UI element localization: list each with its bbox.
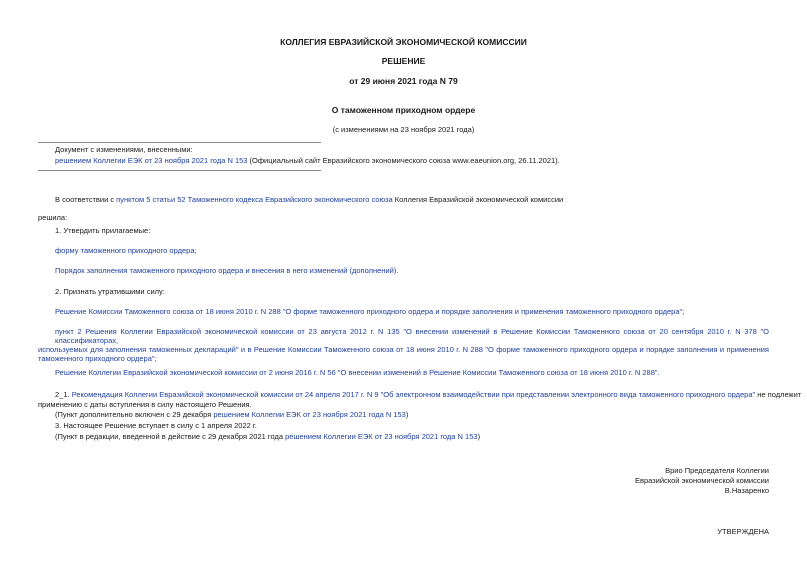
recommendation-9-link[interactable]: Рекомендация Коллегии Евразийской экономической комиссии от 24 апреля 2017 г. N 9 "Об электронном взаимодействии при представлении электронного вида таможенного приходного ордера" [71, 390, 756, 399]
note-2-post: ) [477, 432, 481, 441]
doc-type: РЕШЕНИЕ [381, 56, 426, 66]
changes-decision-link[interactable]: решением Коллегии ЕЭК от 23 ноября 2021 года N 153 [55, 156, 248, 165]
amended-note: (с изменениями на 23 ноября 2021 года) [332, 125, 475, 134]
doc-title: О таможенном приходном ордере [331, 105, 476, 115]
note-1-link[interactable]: решением Коллегии ЕЭК от 23 ноября 2021 года N 153 [213, 410, 406, 419]
org-name: КОЛЛЕГИЯ ЕВРАЗИЙСКОЙ ЭКОНОМИЧЕСКОЙ КОМИССИИ [280, 37, 527, 47]
approved-stamp: УТВЕРЖДЕНА [717, 527, 769, 536]
preamble-pre: В соответствии с [55, 195, 117, 204]
note-1-pre: (Пункт дополнительно включен с 29 декабря [55, 410, 214, 419]
preamble [55, 195, 563, 204]
changes-bottom-rule [38, 170, 321, 171]
note-1 [55, 410, 408, 419]
repealed-135-line-3: таможенного приходного ордера"; [38, 354, 157, 363]
decided: решила: [38, 213, 68, 222]
repealed-decision-135-link[interactable] [38, 327, 769, 363]
repealed-135-line-2: используемых для заполнения таможенных деклараций" и в Решение Комиссии Таможенного союза от 18 июня 2010 г. N 288 "О форме таможенного приходного ордера и порядке заполнения и применения [38, 345, 769, 354]
repealed-decision-288-link[interactable]: Решение Комиссии Таможенного союза от 18 июня 2010 г. N 288 "О форме таможенного приходного ордера и порядке заполнения и применения таможенного приходного ордера"; [55, 307, 685, 316]
approved-procedure-link[interactable]: Порядок заполнения таможенного приходного ордера и внесения в него изменений (дополнений). [55, 266, 399, 275]
item-1: 1. Утвердить прилагаемые: [55, 226, 151, 235]
changes-label: Документ с изменениями, внесенными: [55, 145, 193, 154]
note-1-post: ) [405, 410, 409, 419]
note-2-link[interactable]: решением Коллегии ЕЭК от 23 ноября 2021 года N 153 [285, 432, 478, 441]
repealed-decision-56-link[interactable]: Решение Коллегии Евразийской экономической комиссии от 2 июня 2016 г. N 56 "О внесении изменений в Решение Комиссии Таможенного союза от 18 июня 2010 г. N 288". [55, 368, 660, 377]
preamble-post: Коллегия Евразийской экономической комиссии [392, 195, 564, 204]
approved-form-link[interactable]: форму таможенного приходного ордера; [55, 246, 197, 255]
signatory-org: Евразийской экономической комиссии [634, 476, 769, 485]
note-2 [55, 432, 480, 441]
item-2: 2. Признать утратившими силу: [55, 287, 165, 296]
doc-date-number: от 29 июня 2021 года N 79 [349, 76, 458, 86]
item-2-1-tail: не подлежит [755, 390, 802, 399]
changes-ref [55, 156, 560, 165]
note-2-pre: (Пункт в редакции, введенной в действие с 29 декабря 2021 года [55, 432, 286, 441]
changes-tail: (Официальный сайт Евразийского экономического союза www.eaeunion.org, 26.11.2021). [247, 156, 560, 165]
item-3: 3. Настоящее Решение вступает в силу с 1 апреля 2022 г. [55, 421, 257, 430]
item-2-1 [55, 390, 801, 399]
item-2-1-line-2: применению с даты вступления в силу настоящего Решения. [38, 400, 252, 409]
repealed-135-line-1: пункт 2 Решения Коллегии Евразийской экономической комиссии от 23 августа 2012 г. N 135 "О внесении изменений в Решение Комиссии Таможенного союза от 20 сентября 2010 г. N 378 "О классификаторах, [55, 327, 769, 345]
customs-code-link[interactable]: пунктом 5 статьи 52 Таможенного кодекса Евразийского экономического союза [116, 195, 393, 204]
item-2-1-num: 2_1. [55, 390, 72, 399]
signatory-title: Врио Председателя Коллегии [665, 466, 769, 475]
signatory-name: В.Назаренко [724, 486, 769, 495]
changes-top-rule [38, 142, 321, 143]
